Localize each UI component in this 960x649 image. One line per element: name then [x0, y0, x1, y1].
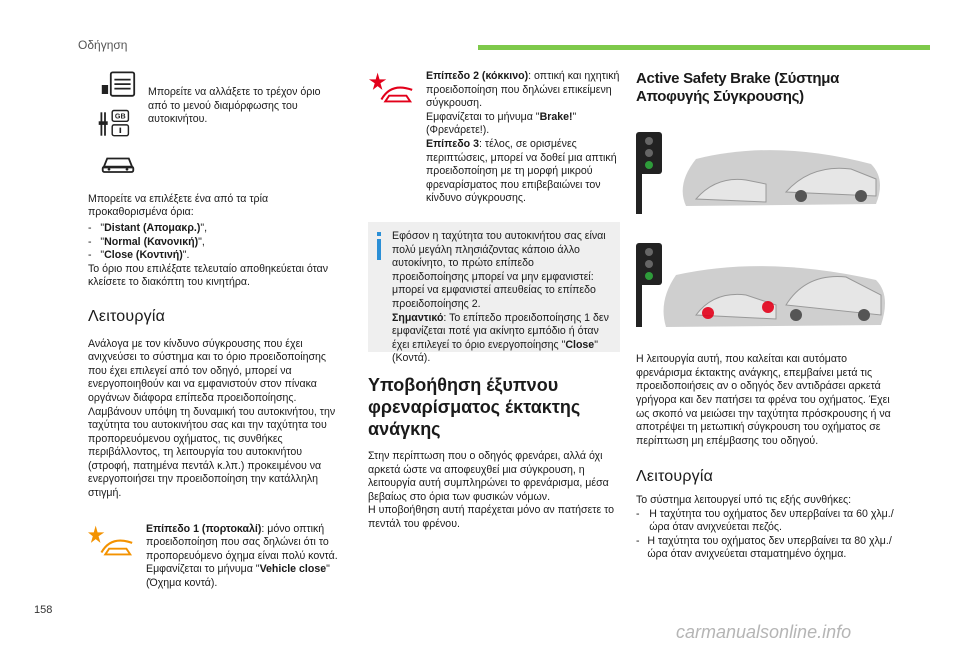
- info-note-label: Σημαντικό: [392, 311, 444, 324]
- operation-body: Ανάλογα με τον κίνδυνο σύγκρουσης που έχει ανιχνεύσει το σύστημα και το όριο προειδοποίησης που έχει επιλεγεί από τον οδηγό, μπορεί να ενεργοποιηθούν και να εμφανιστούν στον πίνακα οργάνων διάφορα επίπεδα προειδοποίησης. Λαμβάνουν υπόψη τη δυναμική του αυτοκινήτου, την ταχύτητα του αυτοκινήτου σας και την ταχύτητα του προπορευόμενου οχήματος, τις συνθήκες περιβάλλοντος, τη λειτουργία του αυτοκινήτου (στροφή, πατημένα πεντάλ κ.λπ.) προκειμένου να ενεργοποιήσει την προειδοποίηση την κατάλληλη στιγμή.: [88, 337, 336, 500]
- icon-description: Μπορείτε να αλλάξετε το τρέχον όριο από το μενού διαμόρφωσης του αυτοκινήτου.: [148, 86, 321, 126]
- level2-msg-pre: Εμφανίζεται το μήνυμα ": [426, 110, 540, 123]
- info-icon: [374, 232, 384, 260]
- condition-2: - Η ταχύτητα του οχήματος δεν υπερβαίνει τα 80 χλμ./ώρα όταν ανιχνεύεται σταματημένο όχημα.: [636, 535, 898, 562]
- orange-warning-car-icon: [88, 523, 136, 559]
- info-note-post: " (Κοντά).: [392, 338, 598, 365]
- option-3-label: Close (Κοντινή): [104, 249, 183, 262]
- level2-text: [426, 70, 620, 206]
- watermark: carmanualsonline.info: [676, 622, 852, 642]
- car-approaching-illustration: [636, 124, 896, 214]
- page-header-title: Οδήγηση: [78, 38, 128, 52]
- level1-desc: : μόνο οπτική προειδοποίηση που σας δηλώνει ότι το προπορευόμενο όχημα είναι πολύ κοντά.: [146, 522, 338, 562]
- column-left: [88, 70, 346, 591]
- emergency-body-2: Η υποβοήθηση αυτή παρέχεται μόνο αν πατήσετε το πεντάλ του φρένου.: [368, 504, 615, 530]
- header-accent-bar: [478, 45, 930, 50]
- screen-icon: [100, 70, 136, 100]
- steering-controls-icon: [96, 106, 132, 142]
- option-2-label: Normal (Κανονική): [104, 235, 199, 248]
- level1-msg-post: " (Όχημα κοντά).: [146, 563, 330, 590]
- section-title-emergency-brake-assist: Υποβοήθηση έξυπνου φρεναρίσματος έκτακτης ανάγκης: [368, 374, 581, 439]
- level1-msg: Vehicle close: [259, 563, 327, 576]
- info-note-value: Close: [565, 338, 595, 351]
- car-icon: [100, 148, 136, 178]
- option-3: - "Close (Κοντινή)".: [88, 249, 190, 262]
- info-note: [392, 312, 612, 366]
- condition-2-text: Η ταχύτητα του οχήματος δεν υπερβαίνει τα 80 χλμ./ώρα όταν ανιχνεύεται σταματημένο όχημα.: [647, 534, 892, 561]
- car-braking-illustration: [636, 235, 896, 335]
- options-outro: Το όριο που επιλέξατε τελευταίο αποθηκεύεται όταν κλείσετε το διακόπτη του κινητήρα.: [88, 262, 329, 289]
- level1-msg-pre: Εμφανίζεται το μήνυμα ": [146, 563, 260, 576]
- section-title-operation-right: Λειτουργία: [636, 468, 714, 486]
- level2-desc: : οπτική και ηχητική προειδοποίηση που δηλώνει επικείμενη σύγκρουση.: [426, 70, 620, 110]
- option-1: - "Distant (Απομακρ.)",: [88, 221, 208, 234]
- options-intro: Μπορείτε να επιλέξετε ένα από τα τρία προκαθορισμένα όρια:: [88, 192, 269, 219]
- option-1-label: Distant (Απομακρ.): [104, 221, 201, 234]
- condition-1-text: Η ταχύτητα του οχήματος δεν υπερβαίνει τα 60 χλμ./ώρα όταν ανιχνεύεται πεζός.: [649, 507, 894, 534]
- gb-label: GB: [114, 111, 126, 121]
- active-safety-brake-body: Η λειτουργία αυτή, που καλείται και αυτόματο φρενάρισμα έκτακτης ανάγκης, επεμβαίνει μετά τις προειδοποιήσεις αν ο οδηγός δεν αντιδράσει αρκετά γρήγορα και δεν πατήσει τα φρένα του οχήματος. Έχει ως σκοπό να μειώσει την ταχύτητα πρόσκρουσης ή να αποτρέψει τη μετωπική σύγκρουση του οχήματος σε περίπτωση μη επέμβασης του οδηγού.: [636, 353, 891, 447]
- page-number: 158: [34, 604, 53, 616]
- level2-msg: Brake!: [539, 110, 573, 123]
- level1-text: [146, 523, 346, 591]
- option-2: - "Normal (Κανονική)",: [88, 235, 205, 248]
- section-title-operation: Λειτουργία: [88, 307, 166, 325]
- level1-title: Επίπεδο 1 (πορτοκαλί): [146, 522, 262, 535]
- level2-msg-post: " (Φρενάρετε!).: [426, 110, 577, 137]
- active-safety-brake-title: Active Safety Brake (Σύστημα Αποφυγής Σύγκρουσης): [636, 70, 840, 105]
- column-middle: [368, 70, 620, 532]
- level3-desc: : τέλος, σε ορισμένες περιπτώσεις, μπορεί να δοθεί μια απτική προειδοποίηση με τη μορφή μικρού φρεναρίσματος που επιβεβαιώνει τον κίνδυνο σύγκρουσης.: [426, 137, 617, 205]
- info-text: Εφόσον η ταχύτητα του αυτοκινήτου σας είναι πολύ μεγάλη πλησιάζοντας κάποιο άλλο αυτοκίνητο, το πρώτο επίπεδο προειδοποίησης μπορεί να μην εμφανιστεί: μπορεί να εμφανιστεί απευθείας το επίπεδο προειδοποίησης 2.: [392, 229, 606, 310]
- emergency-body-1: Στην περίπτωση που ο οδηγός φρενάρει, αλλά όχι αρκετά ώστε να αποφευχθεί μια σύγκρουση, η λειτουργία αυτή συμπληρώνει το φρενάρισμα, μέσα βεβαίως στο όρια των φυσικών νόμων.: [368, 449, 609, 503]
- red-warning-car-icon: [368, 70, 416, 106]
- info-box: [368, 222, 620, 365]
- conditions-intro: Το σύστημα λειτουργεί υπό τις εξής συνθήκες:: [636, 493, 852, 506]
- level2-title: Επίπεδο 2 (κόκκινο): [426, 70, 529, 82]
- column-right: [636, 70, 898, 562]
- level2-block: [368, 70, 620, 206]
- threshold-options: [88, 193, 346, 290]
- level1-block: [88, 523, 346, 591]
- info-note-text: : Το επίπεδο προειδοποίησης 1 δεν εμφανίζεται ποτέ για ακίνητο εμπόδιο ή όταν έχει επιλεγεί το όριο ενεργοποίησης ": [392, 311, 609, 351]
- level3-title: Επίπεδο 3: [426, 137, 479, 150]
- condition-1: - Η ταχύτητα του οχήματος δεν υπερβαίνει τα 60 χλμ./ώρα όταν ανιχνεύεται πεζός.: [636, 508, 898, 535]
